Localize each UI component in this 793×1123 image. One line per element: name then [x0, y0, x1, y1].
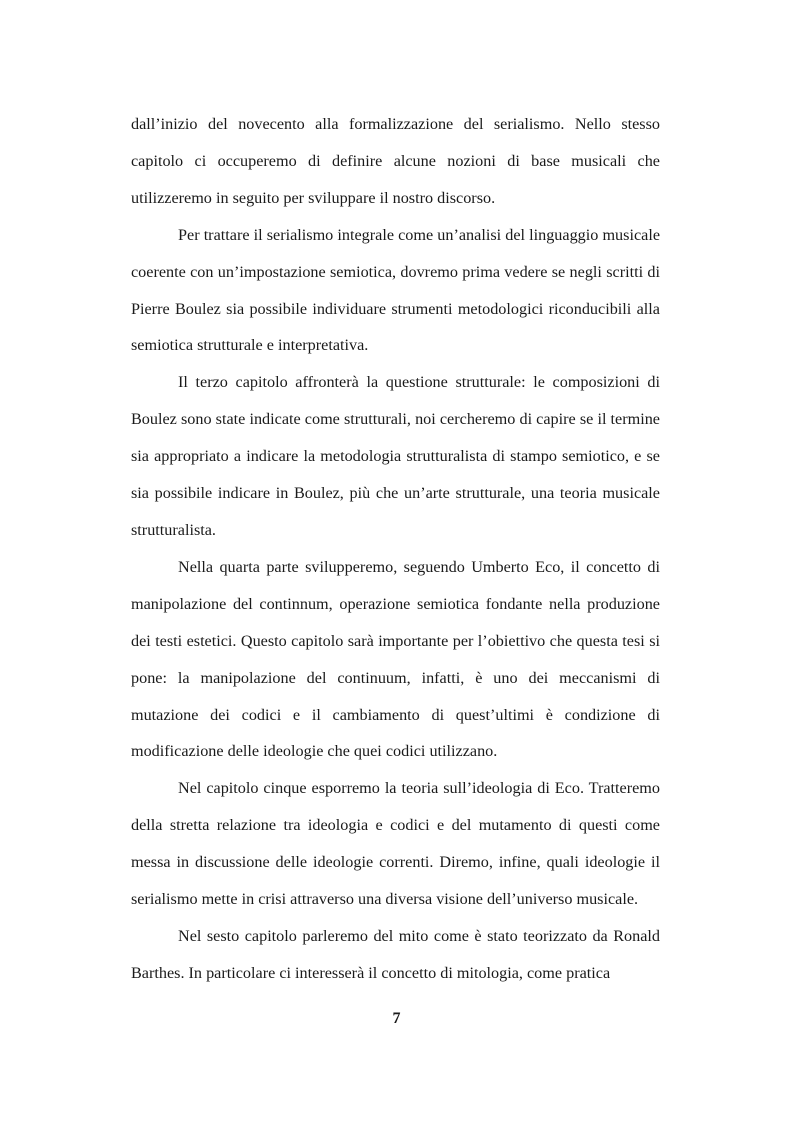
paragraph-continuation: dall’inizio del novecento alla formalizzazione del serialismo. Nello stesso capitolo ci occuperemo di definire alcune nozioni di base musicali che utilizzeremo in seguito per sviluppare il nostro discorso. [131, 115, 660, 207]
paragraph-terzo-capitolo: Il terzo capitolo affronterà la questione strutturale: le composizioni di Boulez sono state indicate come strutturali, noi cercheremo di capire se il termine sia appropriato a indicare la metodologia strutturalista di stampo semiotico, e se sia possibile indicare in Boulez, più che un’arte strutturale, una teoria musicale strutturalista. [131, 373, 660, 539]
paragraph-sesto-capitolo: Nel sesto capitolo parleremo del mito come è stato teorizzato da Ronald Barthes. In particolare ci interesserà il concetto di mitologia, come pratica [131, 926, 660, 982]
page-number: 7 [392, 1010, 401, 1027]
paragraph-serialismo: Per trattare il serialismo integrale come un’analisi del linguaggio musicale coerente con un’impostazione semiotica, dovremo prima vedere se negli scritti di Pierre Boulez sia possibile individuare strumenti metodologici riconducibili alla semiotica strutturale e interpretativa. [131, 225, 660, 355]
document-body [131, 106, 660, 992]
paragraph-capitolo-cinque: Nel capitolo cinque esporremo la teoria sull’ideologia di Eco. Tratteremo della stretta relazione tra ideologia e codici e del mutamento di questi come messa in discussione delle ideologie correnti. Diremo, infine, quali ideologie il serialismo mette in crisi attraverso una diversa visione dell’universo musicale. [131, 779, 660, 909]
paragraph-quarta-parte: Nella quarta parte svilupperemo, seguendo Umberto Eco, il concetto di manipolazione del continnum, operazione semiotica fondante nella produzione dei testi estetici. Questo capitolo sarà importante per l’obiettivo che questa tesi si pone: la manipolazione del continuum, infatti, è uno dei meccanismi di mutazione dei codici e il cambiamento di quest’ultimi è condizione di modificazione delle ideologie che quei codici utilizzano. [131, 557, 660, 761]
